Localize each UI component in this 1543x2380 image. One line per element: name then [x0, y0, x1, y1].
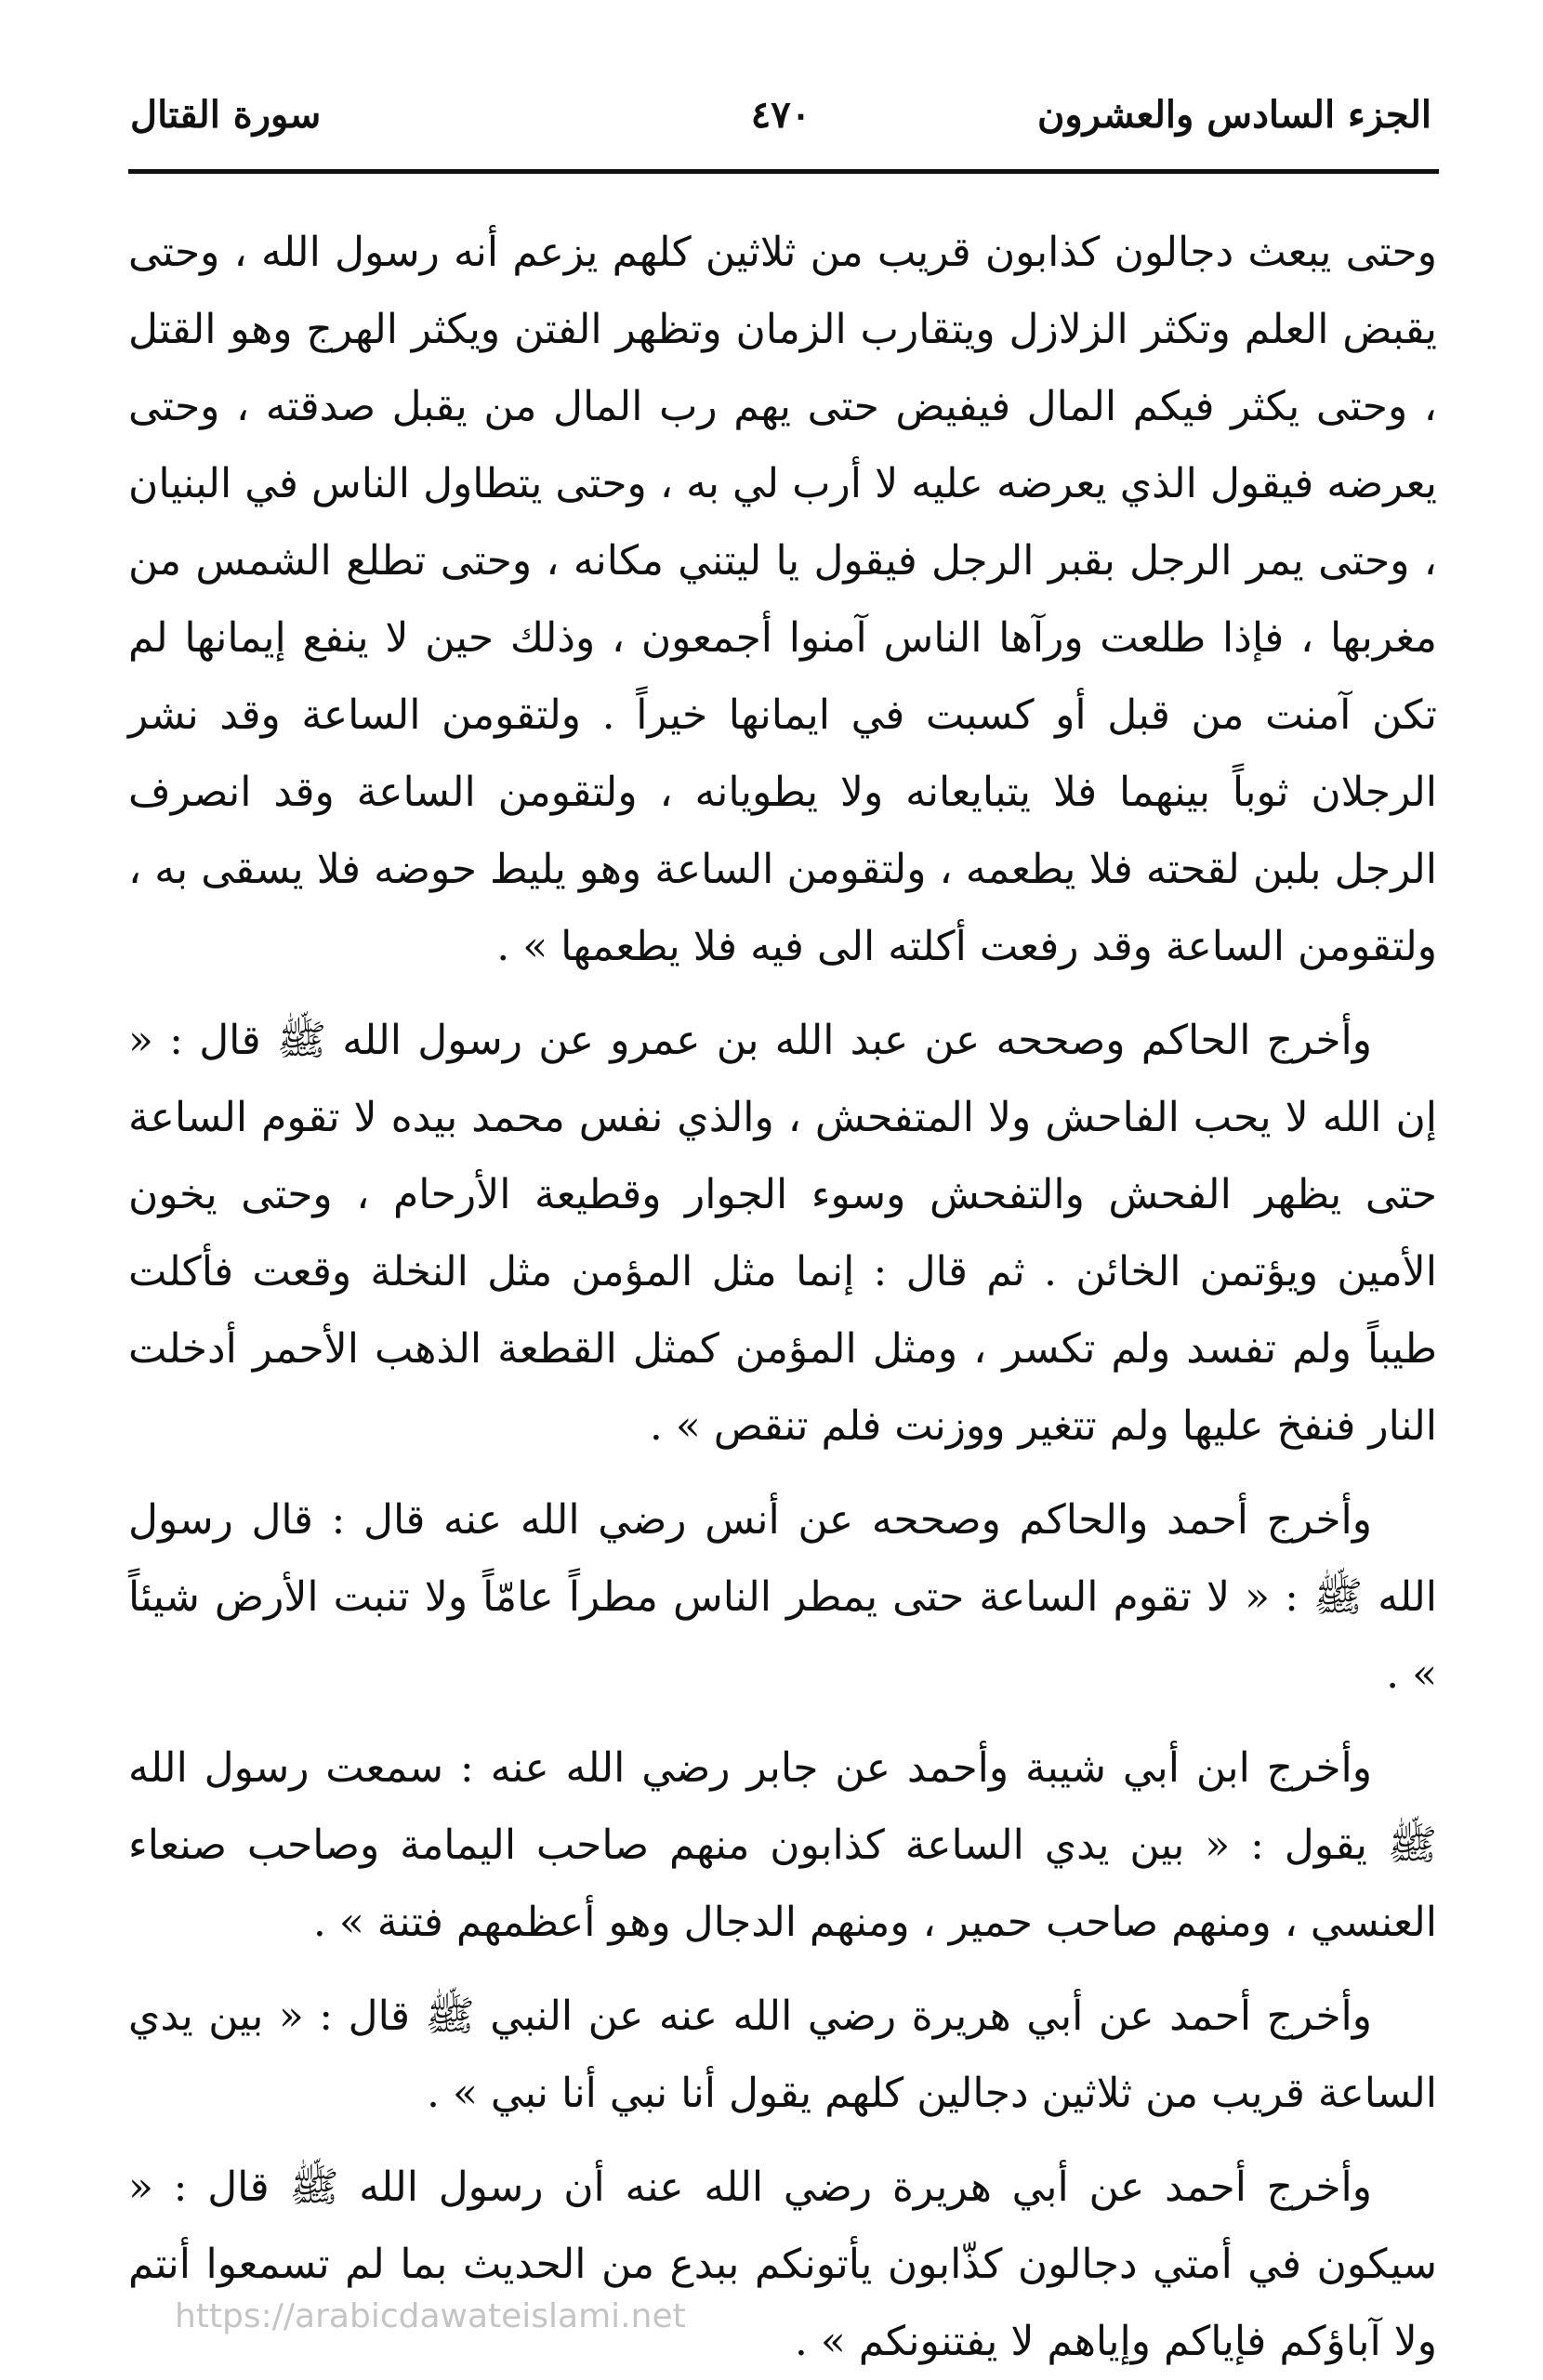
running-header	[130, 82, 1431, 147]
watermark-url: https://arabicdawateislami.net	[175, 2297, 686, 2335]
paragraph-4: وأخرج ابن أبي شيبة وأحمد عن جابر رضي الله عنه : سمعت رسول الله ﷺ يقول : « بين يدي الساعة كذابون منهم صاحب اليمامة وصاحب صنعاء العنسي ، ومنهم صاحب حمير ، ومنهم الدجال وهو أعظمهم فتنة » .	[128, 1744, 1437, 1946]
header-divider	[128, 169, 1439, 174]
paragraph-5: وأخرج أحمد عن أبي هريرة رضي الله عنه عن النبي ﷺ قال : « بين يدي الساعة قريب من ثلاثين دجالين كلهم يقول أنا نبي أنا نبي » .	[128, 1992, 1437, 2117]
paragraph-6: وأخرج أحمد عن أبي هريرة رضي الله عنه أن رسول الله ﷺ قال : « سيكون في أمتي دجالون كذّابون يأتونكم ببدع من الحديث بما لم تسمعوا أنتم ولا آباؤكم فإياكم وإياهم لا يفتنونكم » .	[128, 2163, 1437, 2365]
header-part-title: الجزء السادس والعشرون	[1036, 92, 1431, 137]
paragraph-1: وحتى يبعث دجالون كذابون قريب من ثلاثين كلهم يزعم أنه رسول الله ، وحتى يقبض العلم وتكثر الزلازل ويتقارب الزمان وتظهر الفتن ويكثر الهرج وهو القتل ، وحتى يكثر فيكم المال فيفيض حتى يهم رب المال من يقبل صدقته ، وحتى يعرضه فيقول الذي يعرضه عليه لا أرب لي به ، وحتى يتطاول الناس في البنيان ، وحتى يمر الرجل بقبر الرجل فيقول يا ليتني مكانه ، وحتى تطلع الشمس من مغربها ، فإذا طلعت ورآها الناس آمنوا أجمعون ، وذلك حين لا ينفع إيمانها لم تكن آمنت من قبل أو كسبت في ايمانها خيراً . ولتقومن الساعة وقد نشر الرجلان ثوباً بينهما فلا يتبايعانه ولا يطويانه ، ولتقومن الساعة وقد انصرف الرجل بلبن لقحته فلا يطعمه ، ولتقومن الساعة وهو يليط حوضه فلا يسقى به ، ولتقومن الساعة وقد رفعت أكلته الى فيه فلا يطعمها » .	[128, 229, 1437, 970]
page-number: ٤٧٠	[750, 92, 811, 137]
paragraph-3: وأخرج أحمد والحاكم وصححه عن أنس رضي الله عنه قال : قال رسول الله ﷺ : « لا تقوم الساعة حتى يمطر الناس مطراً عامّاً ولا تنبت الأرض شيئاً » .	[128, 1496, 1437, 1698]
paragraph-2: وأخرج الحاكم وصححه عن عبد الله بن عمرو عن رسول الله ﷺ قال : « إن الله لا يحب الفاحش ولا المتفحش ، والذي نفس محمد بيده لا تقوم الساعة حتى يظهر الفحش والتفحش وسوء الجوار وقطيعة الأرحام ، وحتى يخون الأمين ويؤتمن الخائن . ثم قال : إنما مثل المؤمن مثل النخلة وقعت فأكلت طيباً ولم تفسد ولم تكسر ، ومثل المؤمن كمثل القطعة الذهب الأحمر أدخلت النار فنفخ عليها ولم تتغير ووزنت فلم تنقص » .	[128, 1017, 1437, 1450]
header-surah-title: سورة القتال	[130, 92, 322, 137]
